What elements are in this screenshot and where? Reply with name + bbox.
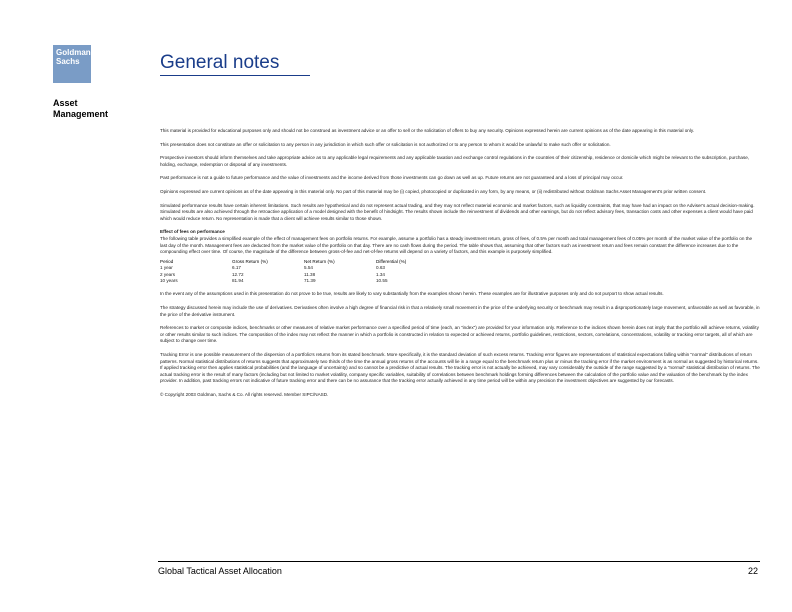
cell-net: 11.38 bbox=[304, 271, 316, 277]
footer-title: Global Tactical Asset Allocation bbox=[158, 566, 282, 576]
cell-gross: 6.17 bbox=[232, 265, 241, 271]
cell-differential: 10.55 bbox=[376, 277, 388, 283]
cell-differential: 1.34 bbox=[376, 271, 385, 277]
note-paragraph: This presentation does not constitute an offer or solicitation to any person in any jurisdiction in which such offer or solicitation is not authorized or to any person to whom it would be unlawful to make such offer or solicitation. bbox=[160, 141, 611, 147]
note-paragraph: Prospective investors should inform themselves and take appropriate advice as to any applicable legal requirements and any applicable taxation and exchange control regulations in the countries of their citizenship, residence or domicile which might be relevant to the subscription, purchase, holding, exchange, redemption or disposal of any investments. bbox=[160, 155, 750, 167]
note-paragraph: Simulated performance results have certain inherent limitations. Such results are hypothetical and do not represent actual trading, and they may not reflect material economic and market factors, such as liquidity constraints, that may have had an impact on the Adviser's actual decision-making. Simulated results are also achieved through the retroactive application of a model designed with the benefit of hindsight. The results shown include the reinvestment of dividends and other earnings, but do not reflect advisory fees, transaction costs and other expenses a client would have paid which would reduce return. No representation is made that a client will achieve results similar to those shown. bbox=[160, 202, 755, 221]
fees-table bbox=[160, 259, 448, 285]
header-gross: Gross Return (%) bbox=[232, 258, 268, 264]
cell-net: 71.39 bbox=[304, 277, 316, 283]
goldman-sachs-logo bbox=[53, 45, 91, 83]
footer-divider bbox=[158, 561, 760, 562]
fees-paragraph: The following table provides a simplified example of the effect of management fees on portfolio returns. For example, assume a portfolio has a steady investment return, gross of fees, of 0.5% per month and total management fees of 0.05% per month of the market value of the portfolio on the last day of the month. Management fees are deducted from the market value of the portfolio on that day. There are no cash flows during the period. The table shows that, assuming that other factors such as investment return and fees remain constant the difference increases due to the compounding effect over time. Of course, the magnitude of the difference between gross-of-fee and net-of-fee returns will depend on a variety of factors, and this example is purposely simplified. bbox=[160, 235, 753, 255]
cell-net: 5.54 bbox=[304, 265, 313, 271]
table-row bbox=[160, 278, 448, 284]
title-underline bbox=[160, 75, 310, 76]
page-number: 22 bbox=[747, 566, 758, 576]
copyright-notice: © Copyright 2003 Goldman, Sachs & Co. All rights reserved. Member SIPC/NASD. bbox=[160, 391, 329, 397]
header-net: Net Return (%) bbox=[304, 258, 335, 264]
logo-line-1: Goldman bbox=[56, 48, 91, 57]
fees-heading: Effect of fees on performance bbox=[160, 229, 225, 235]
header-period: Period bbox=[160, 258, 174, 264]
note-paragraph: The strategy discussed herein may include the use of derivatives. Derivatives often involve a high degree of financial risk in that a relatively small movement in the price of the underlying security or benchmark may result in a disproportionately large movement, unfavorable as well as favorable, in the price of the derivative instrument. bbox=[160, 304, 760, 317]
logo-line-2: Sachs bbox=[56, 57, 80, 66]
note-paragraph: References to market or composite indices, benchmarks or other measures of relative market performance over a specified period of time (each, an "index") are provided for your information only. Reference to the indices shown herein does not imply that the portfolio will achieve returns, volatility or other results similar to such indices. The composition of the index may not reflect the manner in which a portfolio is constructed in relation to expected or achieved returns, portfolio guidelines, restrictions, sectors, correlations, concentrations, volatility or tracking error targets, all of which are subject to change over time. bbox=[160, 325, 759, 344]
cell-gross: 12.72 bbox=[232, 271, 244, 277]
brand-name bbox=[53, 98, 108, 120]
page-title: General notes bbox=[160, 52, 280, 73]
cell-period: 1 year bbox=[160, 265, 173, 271]
cell-period: 10 years bbox=[160, 277, 178, 283]
brand-line-2: Management bbox=[53, 109, 109, 119]
note-paragraph: Opinions expressed are current opinions as of the date appearing in this material only. No part of this material may be (i) copied, photocopied or duplicated in any form, by any means, or (ii) redistributed without Goldman Sachs Asset Management's prior written consent. bbox=[160, 188, 707, 194]
note-paragraph: This material is provided for educational purposes only and should not be construed as investment advice or an offer to sell or the solicitation of offers to buy any security. Opinions expressed herein are current opinions as of the date appearing in this material only. bbox=[160, 128, 695, 133]
note-paragraph: In the event any of the assumptions used in this presentation do not prove to be true, results are likely to vary substantially from the examples shown herein. These examples are for illustrative purposes only and do not purport to show actual results. bbox=[160, 291, 664, 297]
note-paragraph: Tracking Error is one possible measurement of the dispersion of a portfolio's returns from its stated benchmark. More specifically, it is the standard deviation of such excess returns. Tracking error figures are representations of statistical expectations falling within "normal" distributions of return patterns. Normal statistical distributions of returns suggests that approximately two thirds of the time the annual gross returns of the accounts will lie in a range equal to the benchmark return plus or minus the tracking error if the market environment is as normal as suggested by historical returns. If applied tracking error then applies statistical probabilities (and the language of uncertainty) and so cannot be a predictive of actual results. The tracking error is not actually be achieved, may vary considerably the outside of the range suggested by a "normal" statistical distribution of returns. The actual tracking error is the result of many factors (including but not limited to market volatility, company specific variables, suitability of correlations between benchmark holdings forming differences between the calculation of the portfolio value and the valuation of the benchmark by the index provider. In addition, past tracking errors not indicative of future tracking error and there can be no assurance that the tracking error actually achieved in any time period will be within any precision the investment objectives are suggested by our forecasts. bbox=[160, 351, 760, 384]
brand-line-1: Asset bbox=[53, 98, 78, 108]
cell-differential: 0.63 bbox=[376, 265, 385, 271]
cell-period: 2 years bbox=[160, 271, 176, 277]
notes-body bbox=[160, 128, 760, 405]
note-paragraph: Past performance is not a guide to future performance and the value of investments and the income derived from those investments can go down as well as up. Future returns are not guaranteed and a loss of principal may occur. bbox=[160, 175, 624, 181]
cell-gross: 81.94 bbox=[232, 277, 244, 283]
header-differential: Differential (%) bbox=[376, 258, 407, 264]
